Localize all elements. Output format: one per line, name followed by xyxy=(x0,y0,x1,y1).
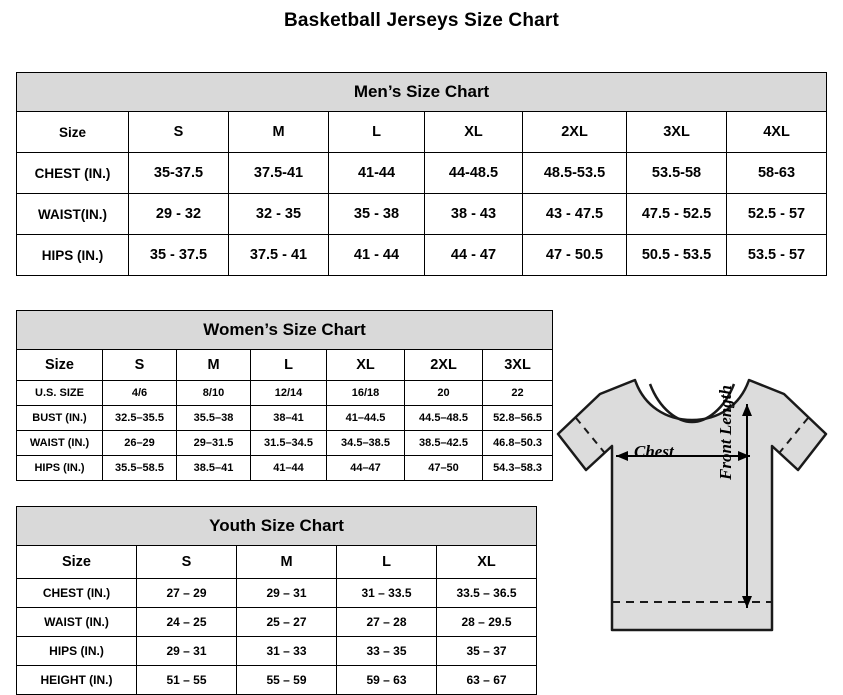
women-row-2-cell-2: 31.5–34.5 xyxy=(251,431,327,456)
women-header-0: Size xyxy=(17,350,103,381)
women-row-0-cell-0: 4/6 xyxy=(103,381,177,406)
youth-header-4: XL xyxy=(437,546,537,579)
youth-size-table xyxy=(16,506,537,695)
youth-row-3-cell-3: 63 – 67 xyxy=(437,666,537,695)
women-row-0-label: U.S. SIZE xyxy=(17,381,103,406)
men-row-0-cell-1: 37.5-41 xyxy=(229,153,329,194)
mens-size-chart xyxy=(16,72,826,276)
youth-row-1-cell-0: 24 – 25 xyxy=(137,608,237,637)
men-row-0-cell-6: 58-63 xyxy=(727,153,827,194)
women-row-1-cell-3: 41–44.5 xyxy=(327,406,405,431)
women-header-4: XL xyxy=(327,350,405,381)
men-row-2-cell-0: 35 - 37.5 xyxy=(129,235,229,276)
youth-row-0-cell-0: 27 – 29 xyxy=(137,579,237,608)
men-row-0-label: CHEST (IN.) xyxy=(17,153,129,194)
women-row-0-cell-2: 12/14 xyxy=(251,381,327,406)
women-header-5: 2XL xyxy=(405,350,483,381)
youth-row-1-cell-2: 27 – 28 xyxy=(337,608,437,637)
womens-size-table xyxy=(16,310,553,481)
womens-size-chart xyxy=(16,310,552,481)
table-caption-row xyxy=(17,73,827,112)
men-header-2: M xyxy=(229,112,329,153)
youth-header-3: L xyxy=(337,546,437,579)
youth-row-2-cell-0: 29 – 31 xyxy=(137,637,237,666)
youth-caption: Youth Size Chart xyxy=(17,507,537,546)
shirt-outline xyxy=(558,380,826,630)
youth-row-1-cell-3: 28 – 29.5 xyxy=(437,608,537,637)
women-row-1-cell-5: 52.8–56.5 xyxy=(483,406,553,431)
men-row-1-cell-3: 38 - 43 xyxy=(425,194,523,235)
women-row-2-cell-1: 29–31.5 xyxy=(177,431,251,456)
youth-row-3-cell-0: 51 – 55 xyxy=(137,666,237,695)
women-row-1-cell-2: 38–41 xyxy=(251,406,327,431)
table-row xyxy=(17,456,553,481)
page-title: Basketball Jerseys Size Chart xyxy=(283,10,560,31)
men-row-1-cell-1: 32 - 35 xyxy=(229,194,329,235)
table-header-row xyxy=(17,112,827,153)
women-row-1-cell-1: 35.5–38 xyxy=(177,406,251,431)
women-row-2-label: WAIST (IN.) xyxy=(17,431,103,456)
youth-row-2-cell-2: 33 – 35 xyxy=(337,637,437,666)
men-row-0-cell-2: 41-44 xyxy=(329,153,425,194)
women-row-3-cell-2: 41–44 xyxy=(251,456,327,481)
women-header-1: S xyxy=(103,350,177,381)
table-row xyxy=(17,666,537,695)
youth-row-1-cell-1: 25 – 27 xyxy=(237,608,337,637)
table-caption-row xyxy=(17,507,537,546)
men-row-0-cell-5: 53.5-58 xyxy=(627,153,727,194)
youth-row-2-label: HIPS (IN.) xyxy=(17,637,137,666)
mens-caption: Men’s Size Chart xyxy=(17,73,827,112)
men-row-0-cell-3: 44-48.5 xyxy=(425,153,523,194)
women-row-0-cell-1: 8/10 xyxy=(177,381,251,406)
women-row-1-cell-4: 44.5–48.5 xyxy=(405,406,483,431)
youth-header-2: M xyxy=(237,546,337,579)
jersey-measurement-diagram xyxy=(540,362,835,682)
men-row-1-cell-2: 35 - 38 xyxy=(329,194,425,235)
women-row-0-cell-5: 22 xyxy=(483,381,553,406)
women-row-2-cell-5: 46.8–50.3 xyxy=(483,431,553,456)
youth-row-2-cell-3: 35 – 37 xyxy=(437,637,537,666)
women-row-2-cell-0: 26–29 xyxy=(103,431,177,456)
women-header-3: L xyxy=(251,350,327,381)
women-row-3-cell-4: 47–50 xyxy=(405,456,483,481)
jersey-shirt-icon xyxy=(540,362,835,682)
youth-row-2-cell-1: 31 – 33 xyxy=(237,637,337,666)
women-row-3-cell-5: 54.3–58.3 xyxy=(483,456,553,481)
table-header-row xyxy=(17,350,553,381)
men-header-3: L xyxy=(329,112,425,153)
women-row-1-label: BUST (IN.) xyxy=(17,406,103,431)
youth-row-3-label: HEIGHT (IN.) xyxy=(17,666,137,695)
front-length-label: Front Length xyxy=(716,385,735,480)
men-row-1-cell-6: 52.5 - 57 xyxy=(727,194,827,235)
men-row-1-cell-0: 29 - 32 xyxy=(129,194,229,235)
table-row xyxy=(17,579,537,608)
men-row-1-label: WAIST(IN.) xyxy=(17,194,129,235)
men-row-2-label: HIPS (IN.) xyxy=(17,235,129,276)
men-row-2-cell-2: 41 - 44 xyxy=(329,235,425,276)
youth-row-0-cell-1: 29 – 31 xyxy=(237,579,337,608)
table-row xyxy=(17,637,537,666)
youth-header-0: Size xyxy=(17,546,137,579)
men-header-5: 2XL xyxy=(523,112,627,153)
table-row xyxy=(17,406,553,431)
men-header-4: XL xyxy=(425,112,523,153)
youth-row-3-cell-2: 59 – 63 xyxy=(337,666,437,695)
women-row-0-cell-3: 16/18 xyxy=(327,381,405,406)
mens-size-table xyxy=(16,72,827,276)
men-header-7: 4XL xyxy=(727,112,827,153)
youth-row-3-cell-1: 55 – 59 xyxy=(237,666,337,695)
men-row-1-cell-5: 47.5 - 52.5 xyxy=(627,194,727,235)
men-row-2-cell-4: 47 - 50.5 xyxy=(523,235,627,276)
men-row-2-cell-1: 37.5 - 41 xyxy=(229,235,329,276)
youth-size-chart xyxy=(16,506,536,695)
men-row-0-cell-4: 48.5-53.5 xyxy=(523,153,627,194)
women-header-2: M xyxy=(177,350,251,381)
women-row-3-cell-3: 44–47 xyxy=(327,456,405,481)
women-row-1-cell-0: 32.5–35.5 xyxy=(103,406,177,431)
women-row-3-cell-0: 35.5–58.5 xyxy=(103,456,177,481)
youth-row-0-cell-3: 33.5 – 36.5 xyxy=(437,579,537,608)
table-row xyxy=(17,381,553,406)
table-row xyxy=(17,153,827,194)
table-row xyxy=(17,194,827,235)
men-header-6: 3XL xyxy=(627,112,727,153)
men-row-1-cell-4: 43 - 47.5 xyxy=(523,194,627,235)
men-row-2-cell-5: 50.5 - 53.5 xyxy=(627,235,727,276)
women-row-3-cell-1: 38.5–41 xyxy=(177,456,251,481)
table-caption-row xyxy=(17,311,553,350)
table-row xyxy=(17,608,537,637)
men-header-0: Size xyxy=(17,112,129,153)
men-row-2-cell-6: 53.5 - 57 xyxy=(727,235,827,276)
chest-label: Chest xyxy=(634,442,674,461)
youth-header-1: S xyxy=(137,546,237,579)
women-row-3-label: HIPS (IN.) xyxy=(17,456,103,481)
womens-caption: Women’s Size Chart xyxy=(17,311,553,350)
table-header-row xyxy=(17,546,537,579)
youth-row-1-label: WAIST (IN.) xyxy=(17,608,137,637)
youth-row-0-cell-2: 31 – 33.5 xyxy=(337,579,437,608)
women-row-0-cell-4: 20 xyxy=(405,381,483,406)
youth-row-0-label: CHEST (IN.) xyxy=(17,579,137,608)
men-row-2-cell-3: 44 - 47 xyxy=(425,235,523,276)
women-row-2-cell-3: 34.5–38.5 xyxy=(327,431,405,456)
men-row-0-cell-0: 35-37.5 xyxy=(129,153,229,194)
women-header-6: 3XL xyxy=(483,350,553,381)
men-header-1: S xyxy=(129,112,229,153)
table-row xyxy=(17,235,827,276)
women-row-2-cell-4: 38.5–42.5 xyxy=(405,431,483,456)
table-row xyxy=(17,431,553,456)
